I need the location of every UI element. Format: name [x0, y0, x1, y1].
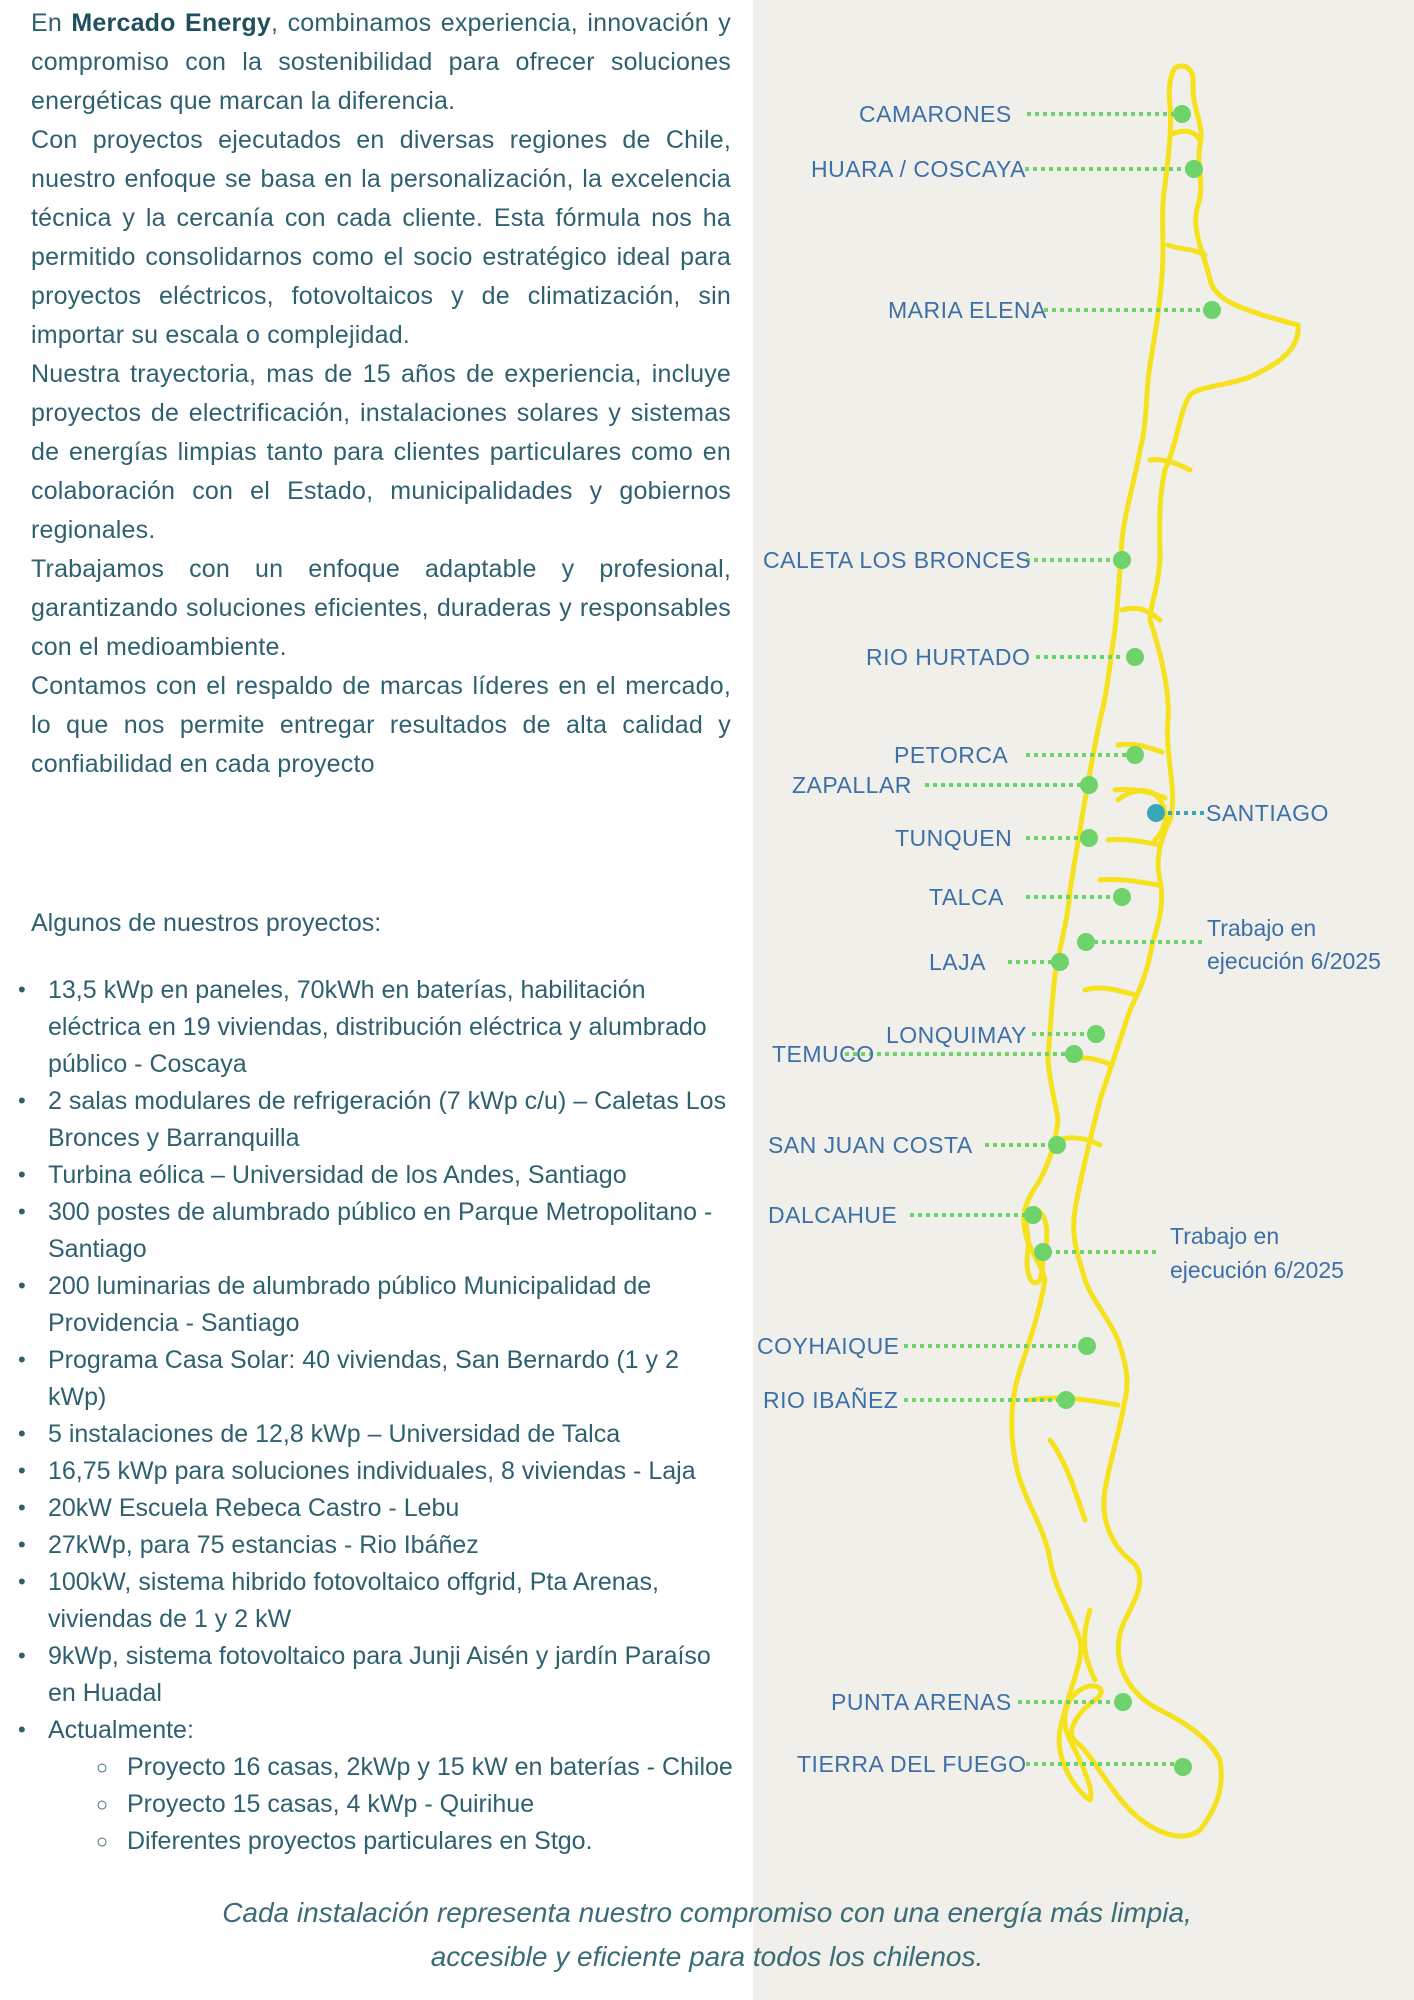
- map-pin-camarones: [1173, 105, 1191, 123]
- intro-paragraph-2: Con proyectos ejecutados en diversas regiones de Chile, nuestro enfoque se basa en la personalización, la excelencia técnica y la cercanía con cada cliente. Esta fórmula nos ha permitido consolidarnos como el socio estratégico ideal para proyectos eléctricos, fotovoltaicos y de climatización, sin importar su escala o complejidad.: [31, 126, 731, 349]
- map-label: TALCA: [929, 884, 1004, 910]
- company-name: Mercado Energy: [71, 9, 271, 37]
- list-item: • 20kW Escuela Rebeca Castro - Lebu: [18, 1494, 460, 1522]
- map-pin-zapallar: [1080, 776, 1098, 794]
- list-item: • 5 instalaciones de 12,8 kWp – Universidad de Talca: [18, 1420, 621, 1448]
- map-pin-rio-ibanez: [1057, 1391, 1075, 1409]
- region-border: [1108, 839, 1160, 845]
- intro-paragraph-4: Trabajamos con un enfoque adaptable y profesional, garantizando soluciones eficientes, duraderas y responsables con el medioambiente.: [31, 555, 731, 661]
- map-label: COYHAIQUE: [757, 1333, 900, 1359]
- map-pin-rio-hurtado: [1126, 648, 1144, 666]
- region-border: [1085, 1610, 1095, 1680]
- map-pin-dalcahue: [1024, 1206, 1042, 1224]
- map-label: PUNTA ARENAS: [831, 1689, 1012, 1715]
- map-pin-santiago: [1147, 804, 1165, 822]
- map-pin-coyhaique: [1078, 1337, 1096, 1355]
- map-label: HUARA / COSCAYA: [811, 156, 1026, 182]
- map-label: TUNQUEN: [895, 825, 1013, 851]
- map-pin-caleta-los-bronces: [1113, 551, 1131, 569]
- list-item: • 300 postes de alumbrado público en Parque Metropolitano - Santiago: [18, 1198, 713, 1263]
- map-pin-punta-arenas: [1114, 1693, 1132, 1711]
- map-pin-tierra-del-fuego: [1174, 1758, 1192, 1776]
- region-border: [1100, 879, 1158, 885]
- map-label: RIO HURTADO: [866, 644, 1031, 670]
- map-label: TEMUCO: [772, 1041, 875, 1067]
- region-border: [1122, 608, 1160, 620]
- map-pin-laja: [1051, 953, 1069, 971]
- map-label: RIO IBAÑEZ: [763, 1387, 899, 1413]
- map-label: LONQUIMAY: [886, 1022, 1027, 1048]
- map-pin-laja-works: [1077, 933, 1095, 951]
- map-label: LAJA: [929, 949, 986, 975]
- list-item: • Turbina eólica – Universidad de los Andes, Santiago: [18, 1161, 627, 1189]
- intro-paragraph-5: Contamos con el respaldo de marcas líderes en el mercado, lo que nos permite entregar resultados de alta calidad y confiabilidad en cada proyecto: [31, 672, 731, 778]
- intro-paragraph-3: Nuestra trayectoria, mas de 15 años de experiencia, incluye proyectos de electrificación, instalaciones solares y sistemas de energías limpias tanto para clientes particulares como en colaboración con el Estado, municipalidades y gobiernos regionales.: [31, 360, 731, 544]
- projects-heading: Algunos de nuestros proyectos:: [31, 909, 382, 937]
- list-item: • Programa Casa Solar: 40 viviendas, San Bernardo (1 y 2 kWp): [18, 1346, 679, 1411]
- status-note-line2: ejecución 6/2025: [1170, 1257, 1344, 1283]
- list-item: • 9kWp, sistema fotovoltaico para Junji Aisén y jardín Paraíso en Huadal: [18, 1642, 711, 1707]
- map-pin-chiloe-works: [1034, 1243, 1052, 1261]
- list-item: • 2 salas modulares de refrigeración (7 kWp c/u) – Caletas Los Bronces y Barranquilla: [18, 1087, 727, 1152]
- intro-paragraph-1: En Mercado Energy, combinamos experiencia, innovación y compromiso con la sostenibilidad para ofrecer soluciones energéticas que marcan la diferencia.: [31, 9, 732, 115]
- map-pin-san-juan-costa: [1048, 1136, 1066, 1154]
- region-border: [1170, 131, 1200, 140]
- list-item: • 16,75 kWp para soluciones individuales, 8 viviendas - Laja: [18, 1457, 696, 1485]
- list-item-current: • Actualmente: ○ Proyecto 16 casas, 2kWp y 15 kW en baterías - Chiloe ○ Proyecto 15 casas, 4 kWp - Quirihue ○ Diferentes proyectos particulares en Stgo.: [16, 1712, 736, 1860]
- map-label: MARIA ELENA: [888, 297, 1047, 323]
- map-pin-talca: [1113, 888, 1131, 906]
- map-pin-petorca: [1126, 746, 1144, 764]
- map-pin-temuco: [1065, 1045, 1083, 1063]
- map-label: ZAPALLAR: [792, 772, 912, 798]
- map-label: SANTIAGO: [1206, 800, 1329, 826]
- region-border: [1150, 460, 1190, 470]
- map-pin-maria-elena: [1203, 301, 1221, 319]
- sub-list-item: ○ Diferentes proyectos particulares en Stgo.: [96, 1827, 593, 1855]
- map-label: PETORCA: [894, 742, 1009, 768]
- closing-line-2: accesible y eficiente para todos los chilenos.: [430, 1941, 984, 1972]
- list-item: • 27kWp, para 75 estancias - Rio Ibáñez: [18, 1531, 479, 1559]
- map-label: TIERRA DEL FUEGO: [797, 1751, 1027, 1777]
- status-note-line1: Trabajo en: [1207, 915, 1317, 941]
- map-pin-lonquimay: [1087, 1025, 1105, 1043]
- map-label: CALETA LOS BRONCES: [763, 547, 1032, 573]
- region-border: [1085, 988, 1135, 995]
- list-item: • 200 luminarias de alumbrado público Municipalidad de Providencia - Santiago: [18, 1272, 652, 1337]
- map-pin-huara-coscaya: [1185, 160, 1203, 178]
- list-item: • 100kW, sistema hibrido fotovoltaico offgrid, Pta Arenas, viviendas de 1 y 2 kW: [18, 1568, 659, 1633]
- status-note-line1: Trabajo en: [1170, 1223, 1280, 1249]
- list-item: • 13,5 kWp en paneles, 70kWh en baterías, habilitación eléctrica en 19 viviendas, distribución eléctrica y alumbrado público - Coscaya: [18, 976, 707, 1078]
- status-note-line2: ejecución 6/2025: [1207, 948, 1381, 974]
- map-label: SAN JUAN COSTA: [768, 1132, 973, 1158]
- map-pin-tunquen: [1080, 829, 1098, 847]
- sub-list-item: ○ Proyecto 15 casas, 4 kWp - Quirihue: [96, 1790, 535, 1818]
- map-label: DALCAHUE: [768, 1202, 898, 1228]
- sub-list-item: ○ Proyecto 16 casas, 2kWp y 15 kW en baterías - Chiloe: [96, 1753, 733, 1781]
- map-label: CAMARONES: [859, 101, 1012, 127]
- region-border: [1050, 1440, 1085, 1520]
- closing-line-1: Cada instalación representa nuestro compromiso con una energía más limpia,: [222, 1897, 1192, 1928]
- closing-statement: [0, 1891, 1414, 1979]
